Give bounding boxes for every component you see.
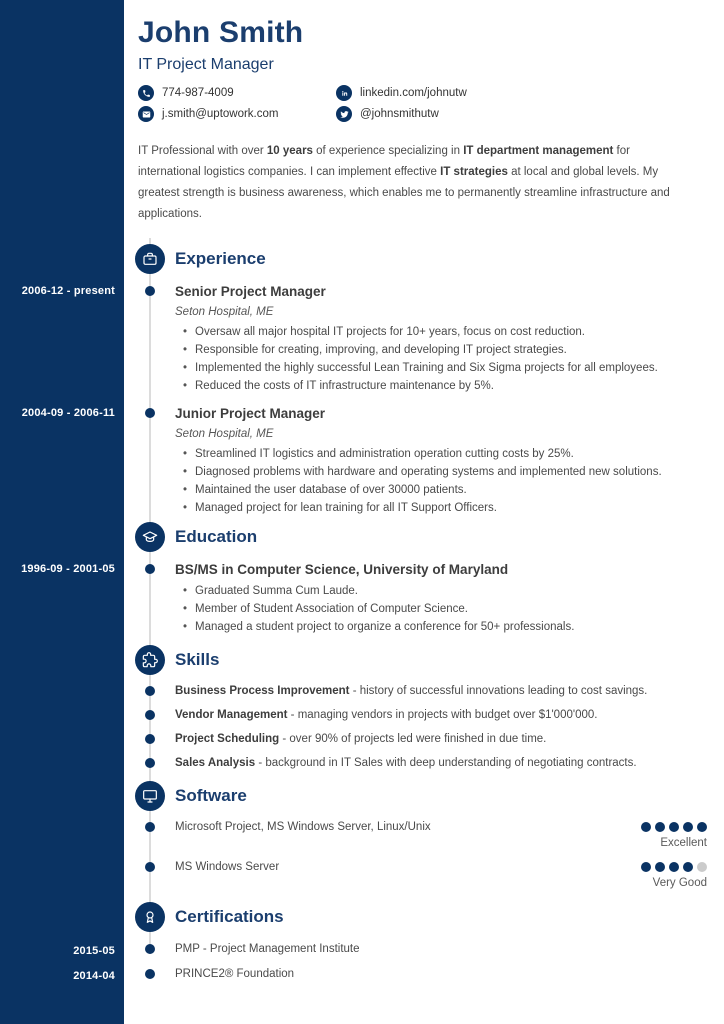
sidebar-panel <box>0 0 124 1024</box>
skill-item <box>124 707 724 723</box>
timeline-dot <box>145 408 155 418</box>
summary-text: at local and global levels. My greatest strength is business awareness, which enables me to permanently streamline infrastructure and applications. <box>138 166 670 220</box>
section-software <box>124 781 724 890</box>
rating-label: Very Good <box>652 877 707 889</box>
entry-bullets <box>175 323 707 395</box>
skill-name: Business Process Improvement <box>175 685 350 697</box>
entry-date: 2014-04 <box>73 970 115 982</box>
bullet-item: • Implemented the highly successful Lean Training and Six Sigma projects for all employees. <box>183 359 707 377</box>
summary-paragraph <box>138 141 678 225</box>
education-title: Education <box>175 527 258 546</box>
level-dot <box>655 822 665 832</box>
bullet-item: • Oversaw all major hospital IT projects for 10+ years, focus on cost reduction. <box>183 323 707 341</box>
entry-company: Seton Hospital, ME <box>175 428 274 440</box>
entry-date: 2006-12 - present <box>21 285 115 297</box>
skill-name: Vendor Management <box>175 709 288 721</box>
section-education <box>21 522 724 636</box>
software-header <box>124 781 724 811</box>
bullet-item: • Member of Student Association of Computer Science. <box>183 600 707 618</box>
header <box>124 0 724 122</box>
contact-list <box>138 85 724 122</box>
entry-date: 1996-09 - 2001-05 <box>21 563 115 575</box>
education-header <box>124 522 724 552</box>
skills-header <box>124 645 724 675</box>
entry-date: 2015-05 <box>73 945 115 957</box>
envelope-icon <box>138 106 154 122</box>
certification-item <box>73 966 724 982</box>
certification-name: PRINCE2® Foundation <box>175 968 295 980</box>
experience-entry <box>21 283 724 395</box>
phone-value: 774-987-4009 <box>162 87 234 99</box>
certification-name: PMP - Project Management Institute <box>175 943 360 955</box>
bullet-item: • Reduced the costs of IT infrastructure maintenance by 5%. <box>183 377 707 395</box>
section-experience <box>21 244 724 517</box>
rating-dots <box>637 862 707 872</box>
bullet-item: • Responsible for creating, improving, and developing IT project strategies. <box>183 341 707 359</box>
timeline-dot <box>145 862 155 872</box>
bullet-item: • Maintained the user database of over 30000 patients. <box>183 481 707 499</box>
bullet-item: • Managed project for lean training for all IT Support Officers. <box>183 499 707 517</box>
software-title: Software <box>175 786 247 805</box>
bullet-item: • Streamlined IT logistics and administration operation cutting costs by 25%. <box>183 445 707 463</box>
timeline-dot <box>145 286 155 296</box>
rating-dots <box>637 822 707 832</box>
software-name: MS Windows Server <box>175 861 280 873</box>
briefcase-icon <box>135 244 165 274</box>
job-title: IT Project Manager <box>138 56 274 73</box>
skill-desc: - history of successful innovations leading to cost savings. <box>352 685 648 697</box>
experience-entry <box>21 405 724 517</box>
level-dot <box>669 822 679 832</box>
person-name: John Smith <box>138 16 304 49</box>
software-item <box>124 819 724 850</box>
skill-item <box>124 683 724 699</box>
software-item <box>124 859 724 890</box>
level-dot <box>697 862 707 872</box>
education-entry <box>21 561 724 636</box>
contact-twitter <box>336 106 724 122</box>
summary-text: of experience specializing in <box>312 145 464 157</box>
resume-body <box>21 0 724 982</box>
summary-bold: IT strategies <box>440 166 508 178</box>
level-dot <box>683 862 693 872</box>
entry-bullets <box>175 445 707 517</box>
email-value: j.smith@uptowork.com <box>162 108 279 120</box>
certification-item <box>73 941 724 957</box>
twitter-value: @johnsmithutw <box>360 108 439 120</box>
software-rating <box>637 859 707 890</box>
puzzle-piece-icon <box>135 645 165 675</box>
section-skills <box>124 645 724 771</box>
level-dot <box>669 862 679 872</box>
entry-title: Junior Project Manager <box>175 406 326 421</box>
timeline-dot <box>145 944 155 954</box>
skill-desc: - background in IT Sales with deep understanding of negotiating contracts. <box>258 757 637 769</box>
section-certifications <box>73 902 724 982</box>
bullet-item: • Managed a student project to organize a conference for 50+ professionals. <box>183 618 707 636</box>
award-ribbon-icon <box>135 902 165 932</box>
experience-title: Experience <box>175 249 266 268</box>
monitor-icon <box>135 781 165 811</box>
summary-bold: IT department management <box>463 145 614 157</box>
summary-text: for international logistics companies. I can implement effective <box>138 145 630 178</box>
summary-bold: 10 years <box>266 145 313 157</box>
entry-company: Seton Hospital, ME <box>175 306 274 318</box>
skill-desc: - over 90% of projects led were finished in due time. <box>282 733 547 745</box>
experience-header <box>124 244 724 274</box>
timeline-dot <box>145 710 155 720</box>
bullet-item: • Graduated Summa Cum Laude. <box>183 582 707 600</box>
timeline-dot <box>145 564 155 574</box>
timeline-dot <box>145 969 155 979</box>
phone-icon <box>138 85 154 101</box>
bullet-item: • Diagnosed problems with hardware and operating systems and implemented new solutions. <box>183 463 707 481</box>
level-dot <box>697 822 707 832</box>
rating-label: Excellent <box>660 837 707 849</box>
skill-item <box>124 755 724 771</box>
linkedin-value: linkedin.com/johnutw <box>360 87 467 99</box>
timeline-dot <box>145 822 155 832</box>
certifications-title: Certifications <box>175 907 284 926</box>
summary-text: IT Professional with over <box>138 145 267 157</box>
contact-phone <box>138 85 336 101</box>
entry-bullets <box>175 582 707 636</box>
contact-email <box>138 106 336 122</box>
contact-linkedin <box>336 85 724 101</box>
level-dot <box>655 862 665 872</box>
twitter-icon <box>336 106 352 122</box>
linkedin-icon <box>336 85 352 101</box>
skill-item <box>124 731 724 747</box>
level-dot <box>641 862 651 872</box>
level-dot <box>641 822 651 832</box>
skills-title: Skills <box>175 650 220 669</box>
skill-desc: - managing vendors in projects with budget over $1'000'000. <box>290 709 598 721</box>
skill-name: Project Scheduling <box>175 733 280 745</box>
entry-date: 2004-09 - 2006-11 <box>21 407 115 419</box>
graduation-cap-icon <box>135 522 165 552</box>
timeline-dot <box>145 686 155 696</box>
level-dot <box>683 822 693 832</box>
entry-title: Senior Project Manager <box>175 284 326 299</box>
skill-name: Sales Analysis <box>175 757 256 769</box>
software-name: Microsoft Project, MS Windows Server, Linux/Unix <box>175 821 431 833</box>
certifications-header <box>124 902 724 932</box>
software-rating <box>637 819 707 850</box>
timeline-dot <box>145 758 155 768</box>
timeline-dot <box>145 734 155 744</box>
entry-title: BS/MS in Computer Science, University of Maryland <box>175 562 509 577</box>
